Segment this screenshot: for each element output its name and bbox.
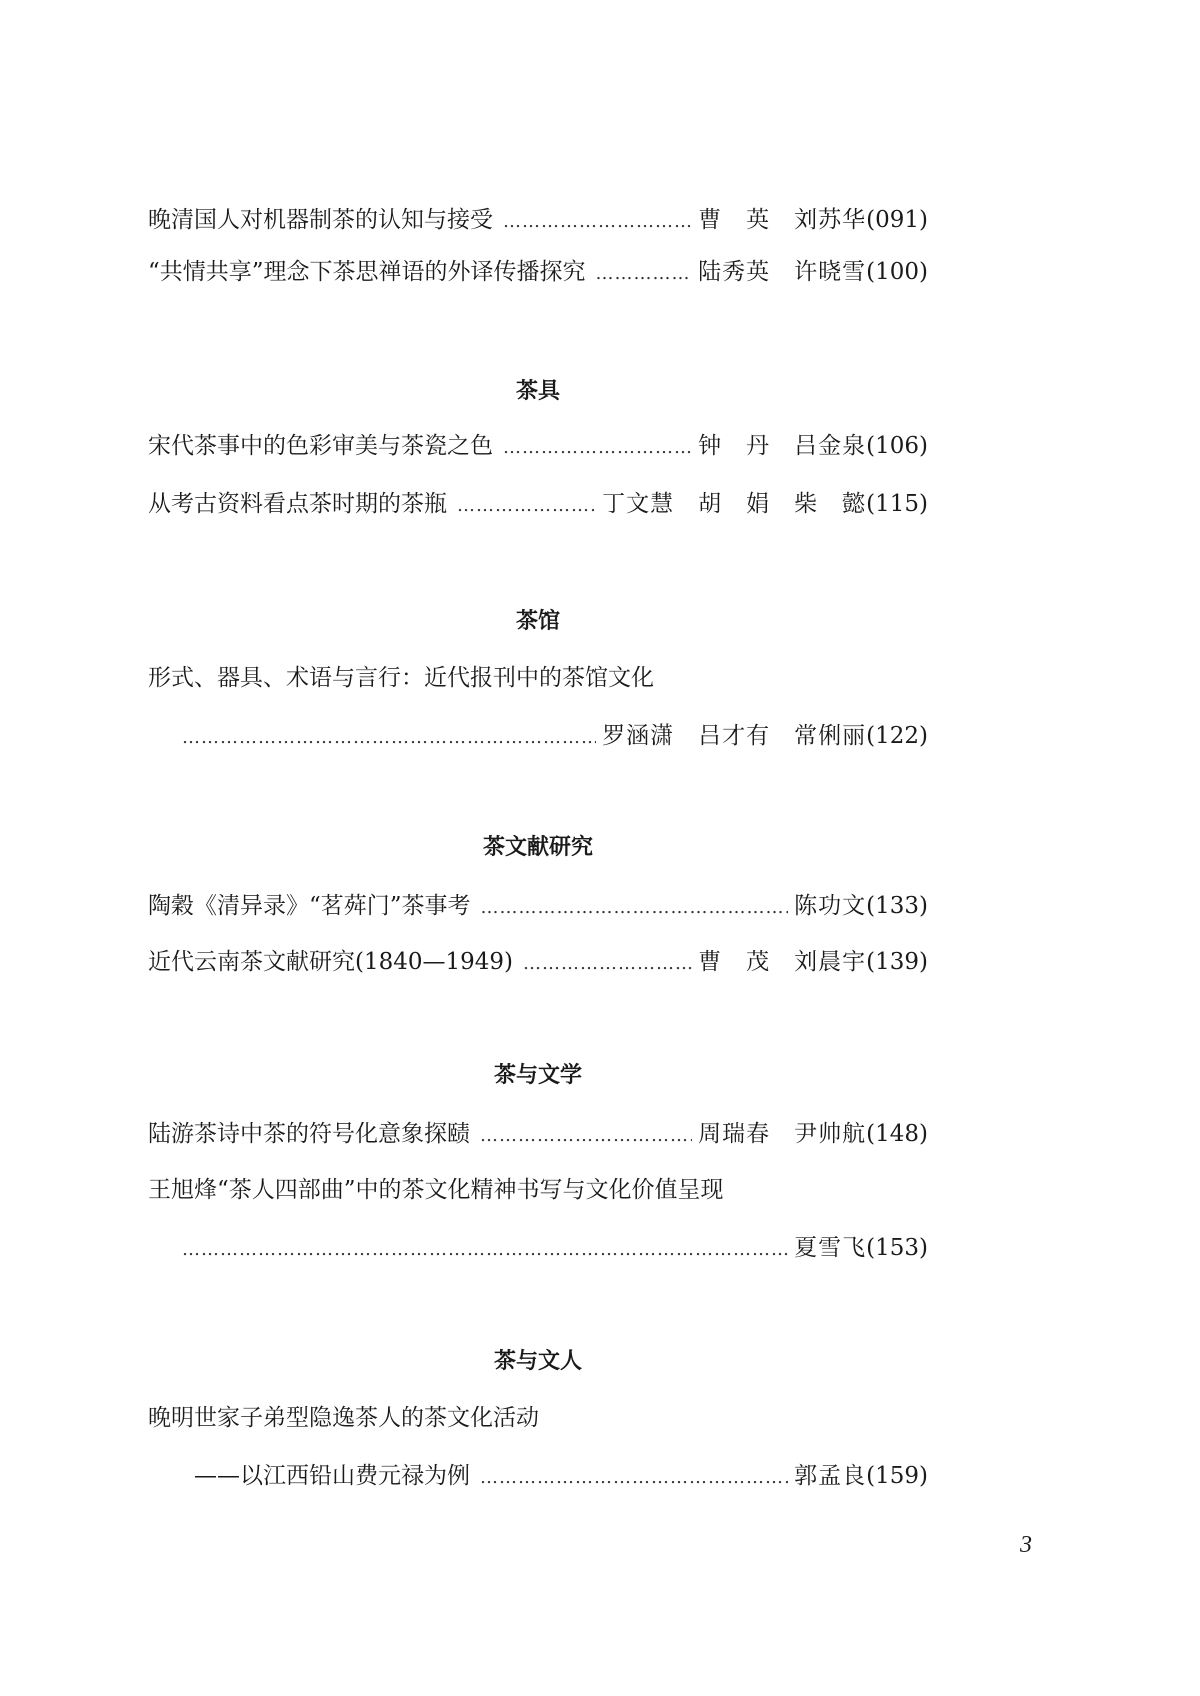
dot-leader <box>457 486 596 526</box>
entry-subtitle: ——以江西铅山费元禄为例 <box>194 1463 470 1489</box>
toc-entry-title-line[interactable] <box>148 1398 928 1438</box>
toc-entry-continuation[interactable] <box>182 1228 928 1268</box>
page-number: 3 <box>1020 1532 1032 1558</box>
dot-leader <box>503 428 692 468</box>
dot-leader <box>596 254 693 294</box>
entry-author: 钟 丹 吕金泉 <box>698 433 867 459</box>
entry-author: 罗涵潇 吕才有 常俐丽 <box>602 723 867 749</box>
section-heading: 茶与文学 <box>493 1063 582 1088</box>
entry-title: 近代云南茶文献研究(1840—1949) <box>148 949 514 975</box>
section-heading: 茶馆 <box>515 609 560 634</box>
entry-author: 曹 英 刘苏华 <box>698 207 867 233</box>
dot-leader <box>480 1458 788 1498</box>
toc-entry-continuation[interactable] <box>182 716 928 756</box>
toc-entry[interactable] <box>148 1114 928 1154</box>
entry-author: 陈功文 <box>794 893 867 919</box>
entry-author: 周瑞春 尹帅航 <box>698 1121 867 1147</box>
entry-title: 王旭烽“茶人四部曲”中的茶文化精神书写与文化价值呈现 <box>148 1177 724 1203</box>
entry-page: (148) <box>866 1121 928 1147</box>
entry-title: “共情共享”理念下茶思禅语的外译传播探究 <box>148 259 586 285</box>
dot-leader <box>182 718 596 758</box>
toc-entry[interactable] <box>148 426 928 466</box>
entry-author: 曹 茂 刘晨宇 <box>698 949 867 975</box>
dot-leader <box>480 1116 692 1156</box>
entry-page: (139) <box>866 949 928 975</box>
entry-page: (091) <box>866 207 928 233</box>
toc-entry[interactable] <box>148 484 928 524</box>
toc-entry[interactable] <box>148 886 928 926</box>
dot-leader <box>182 1230 788 1270</box>
entry-page: (106) <box>866 433 928 459</box>
toc-entry[interactable] <box>148 942 928 982</box>
entry-title: 陶穀《清异录》“茗荈门”茶事考 <box>148 893 471 919</box>
toc-entry-continuation[interactable] <box>194 1456 928 1496</box>
toc-entry-title-line[interactable] <box>148 658 928 698</box>
entry-title: 宋代茶事中的色彩审美与茶瓷之色 <box>148 433 493 459</box>
toc-entry[interactable] <box>148 252 928 292</box>
entry-author: 郭孟良 <box>794 1463 867 1489</box>
dot-leader <box>523 944 692 984</box>
section-heading: 茶文献研究 <box>482 835 593 860</box>
entry-page: (115) <box>866 491 928 517</box>
entry-page: (153) <box>866 1235 928 1261</box>
dot-leader <box>503 202 692 242</box>
entry-page: (133) <box>866 893 928 919</box>
entry-title: 从考古资料看点茶时期的茶瓶 <box>148 491 447 517</box>
toc-entry[interactable] <box>148 200 928 240</box>
entry-title: 形式、器具、术语与言行：近代报刊中的茶馆文化 <box>148 665 654 691</box>
entry-title: 晚明世家子弟型隐逸茶人的茶文化活动 <box>148 1405 539 1431</box>
entry-page: (122) <box>866 723 928 749</box>
toc-entry-title-line[interactable] <box>148 1170 928 1210</box>
entry-title: 晚清国人对机器制茶的认知与接受 <box>148 207 493 233</box>
entry-author: 夏雪飞 <box>794 1235 867 1261</box>
dot-leader <box>481 888 789 928</box>
section-heading: 茶具 <box>515 379 560 404</box>
entry-title: 陆游茶诗中茶的符号化意象探赜 <box>148 1121 470 1147</box>
entry-page: (100) <box>866 259 928 285</box>
entry-author: 丁文慧 胡 娟 柴 懿 <box>602 491 867 517</box>
entry-author: 陆秀英 许晓雪 <box>698 259 867 285</box>
section-heading: 茶与文人 <box>493 1349 582 1374</box>
entry-page: (159) <box>866 1463 928 1489</box>
